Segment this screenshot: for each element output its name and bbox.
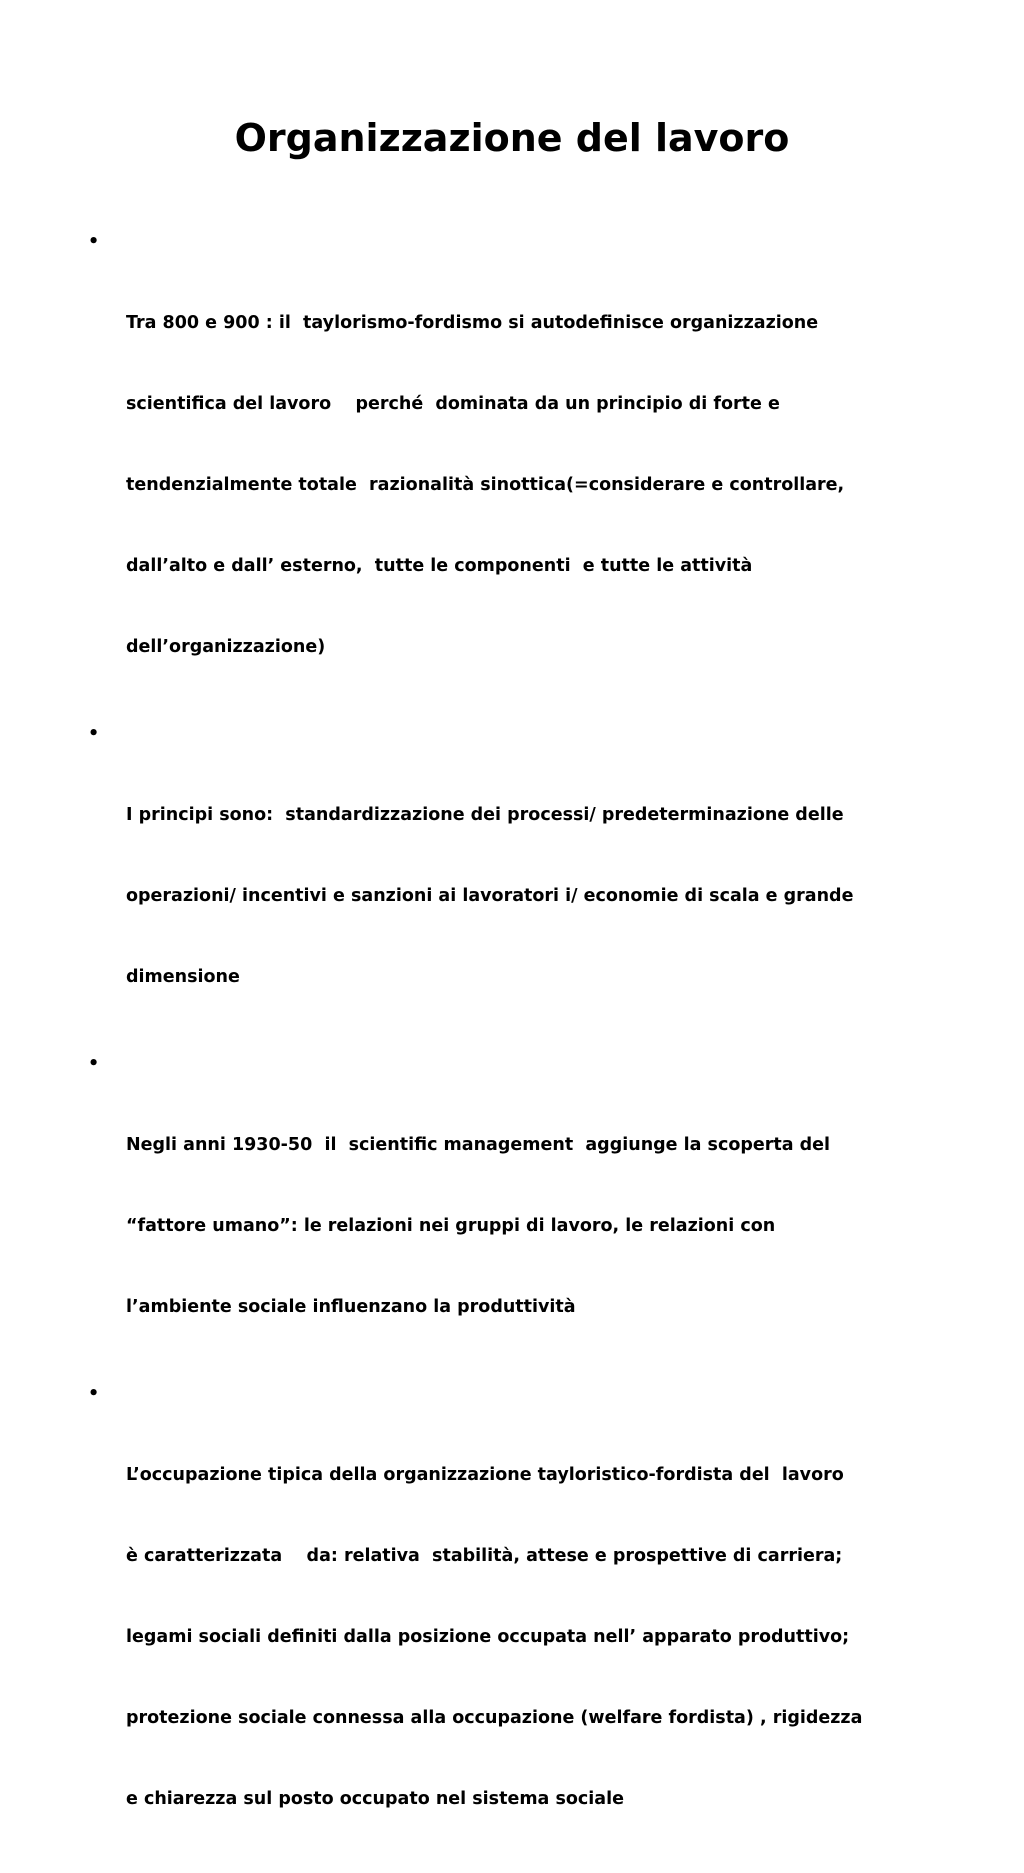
bullet-item bbox=[88, 1051, 938, 1375]
bullet-text-line: l’ambiente sociale influenzano la produttività bbox=[126, 1297, 576, 1317]
bullet-text-line: dall’alto e dall’ esterno, tutte le componenti e tutte le attività bbox=[126, 556, 753, 576]
bullet-item bbox=[88, 229, 938, 715]
bullet-text-line: I principi sono: standardizzazione dei processi/ predeterminazione delle bbox=[126, 805, 844, 825]
bullet-item bbox=[88, 721, 938, 1045]
bullet-text-line: Tra 800 e 900 : il taylorismo-fordismo si autodefinisce organizzazione bbox=[126, 313, 819, 333]
bullet-text-line: tendenzialmente totale razionalità sinottica(=considerare e controllare, bbox=[126, 475, 845, 495]
bullet-icon: • bbox=[88, 232, 100, 252]
bullet-text-line: protezione sociale connessa alla occupazione (welfare fordista) , rigidezza bbox=[126, 1708, 863, 1728]
bullet-list bbox=[88, 229, 938, 1873]
bullet-text-line: e chiarezza sul posto occupato nel sistema sociale bbox=[126, 1789, 624, 1809]
bullet-text-line: è caratterizzata da: relativa stabilità, attese e prospettive di carriera; bbox=[126, 1546, 843, 1566]
bullet-text-line: dell’organizzazione) bbox=[126, 637, 326, 657]
bullet-text-line: L’occupazione tipica della organizzazione tayloristico-fordista del lavoro bbox=[126, 1465, 844, 1485]
bullet-text-line: operazioni/ incentivi e sanzioni ai lavoratori i/ economie di scala e grande bbox=[126, 886, 854, 906]
bullet-text-line: Negli anni 1930-50 il scientific management aggiunge la scoperta del bbox=[126, 1135, 831, 1155]
slide-title: Organizzazione del lavoro bbox=[234, 116, 790, 160]
bullet-text-line: “fattore umano”: le relazioni nei gruppi di lavoro, le relazioni con bbox=[126, 1216, 776, 1236]
bullet-icon: • bbox=[88, 724, 100, 744]
bullet-icon: • bbox=[88, 1054, 100, 1074]
bullet-item bbox=[88, 1381, 938, 1867]
bullet-text-line: scientifica del lavoro perché dominata da un principio di forte e bbox=[126, 394, 780, 414]
bullet-text-line: legami sociali definiti dalla posizione occupata nell’ apparato produttivo; bbox=[126, 1627, 850, 1647]
bullet-text-line: dimensione bbox=[126, 967, 240, 987]
bullet-icon: • bbox=[88, 1384, 100, 1404]
